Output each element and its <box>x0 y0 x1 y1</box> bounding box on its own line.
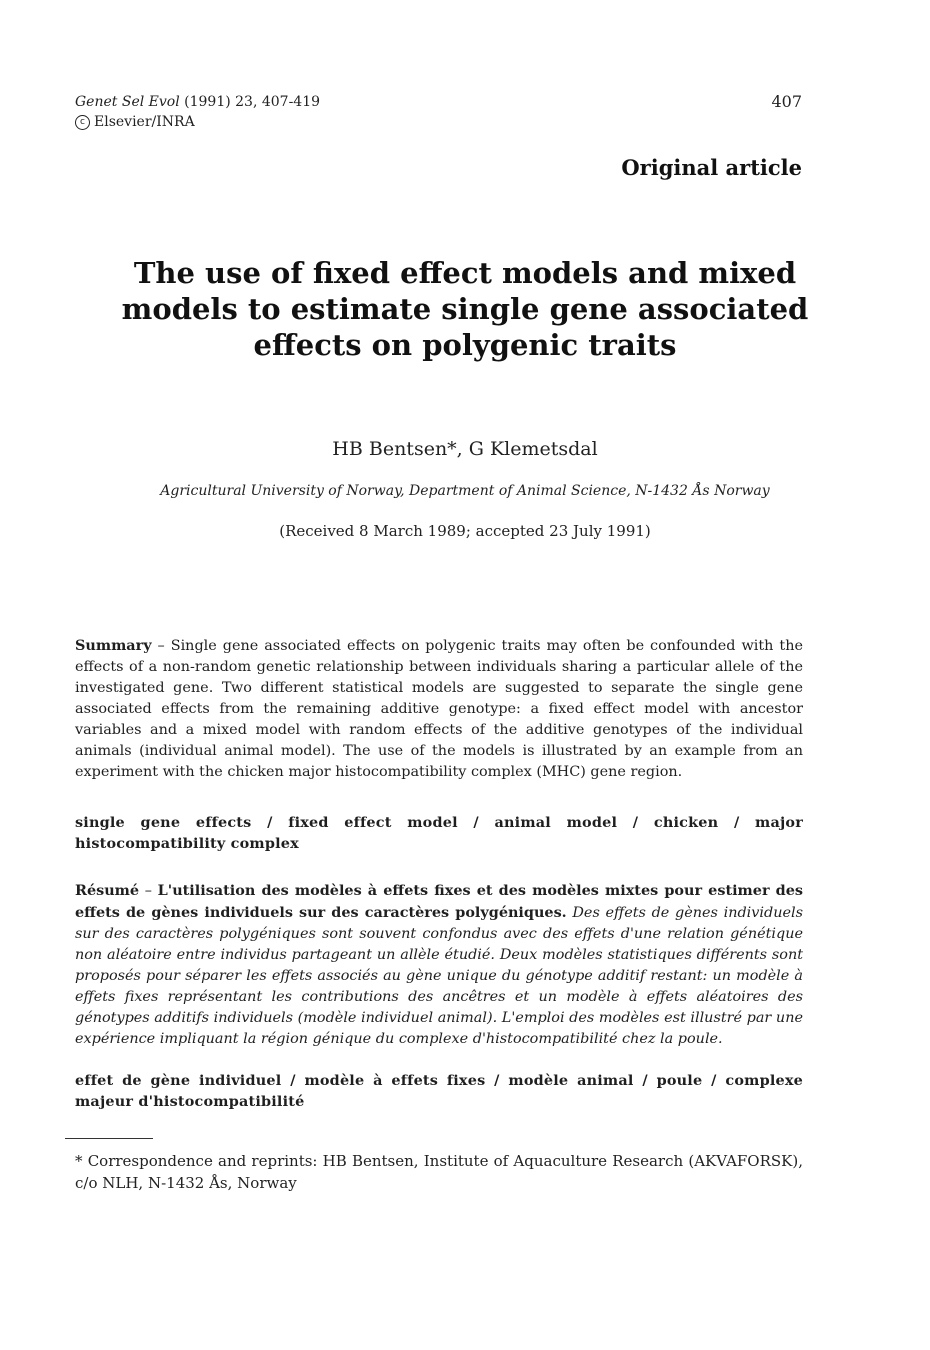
affiliation: Agricultural University of Norway, Department of Animal Science, N-1432 Ås Norway <box>160 483 770 499</box>
footnote-divider <box>65 1138 153 1139</box>
resume-label: Résumé <box>75 882 140 899</box>
copyright-line <box>75 112 320 132</box>
received-dates: (Received 8 March 1989; accepted 23 July 1991) <box>279 522 651 540</box>
resume-abstract <box>75 880 803 1050</box>
summary-text: Single gene associated effects on polygenic traits may often be confounded with the effects of a non-random genetic relationship between individuals sharing a particular allele of the investigated gene. Two different statistical models are suggested to separate the single gene associated effects from the remaining additive genotype: a fixed effect model with ancestor variables and a mixed model with random effects of the additive genotypes of the individual animals (individual animal model). The use of the models is illustrated by an example from an experiment with the chicken major histocompatibility complex (MHC) gene region. <box>75 638 803 780</box>
summary-keywords: single gene effects / fixed effect model / animal model / chicken / major histocompatibility complex <box>75 814 803 852</box>
page-number: 407 <box>771 92 802 111</box>
resume-dash: – <box>144 883 158 899</box>
correspondence-footnote: * Correspondence and reprints: HB Bentsen, Institute of Aquaculture Research (AKVAFORSK), c/o NLH, N-1432 Ås, Norway <box>75 1152 803 1192</box>
citation: (1991) 23, 407-419 <box>184 94 321 110</box>
resume-heading: L'utilisation des modèles à effets fixes et des modèles mixtes pour estimer des effets de gènes individuels sur des caractères polygéniques. <box>75 882 803 921</box>
journal-header <box>75 92 320 132</box>
citation-line <box>75 92 320 112</box>
summary-abstract <box>75 635 803 783</box>
article-type: Original article <box>621 155 802 180</box>
article-title: The use of fixed effect models and mixed models to estimate single gene associated effects on polygenic traits <box>121 256 809 362</box>
publisher: Elsevier/INRA <box>94 114 195 130</box>
copyright-icon: c <box>75 115 90 130</box>
journal-name: Genet Sel Evol <box>75 94 180 110</box>
summary-dash: – <box>157 638 171 654</box>
summary-label: Summary <box>75 637 152 654</box>
authors: HB Bentsen*, G Klemetsdal <box>332 438 598 460</box>
resume-keywords: effet de gène individuel / modèle à effets fixes / modèle animal / poule / complexe majeur d'histocompatibilité <box>75 1072 803 1110</box>
resume-text: Des effets de gènes individuels sur des caractères polygéniques sont souvent confondus avec des effets d'une relation génétique non aléatoire entre individus partageant un allèle étudié. Deux modèles statistiques différents sont proposés pour séparer les effets associés au gène unique du génotype additif restant: un modèle à effets fixes représentant les contributions des ancêtres et un modèle à effets aléatoires des génotypes additifs individuels (modèle individuel animal). L'emploi des modèles est illustré par une expérience impliquant la région génique du complexe d'histocompatibilité chez la poule. <box>75 905 803 1047</box>
